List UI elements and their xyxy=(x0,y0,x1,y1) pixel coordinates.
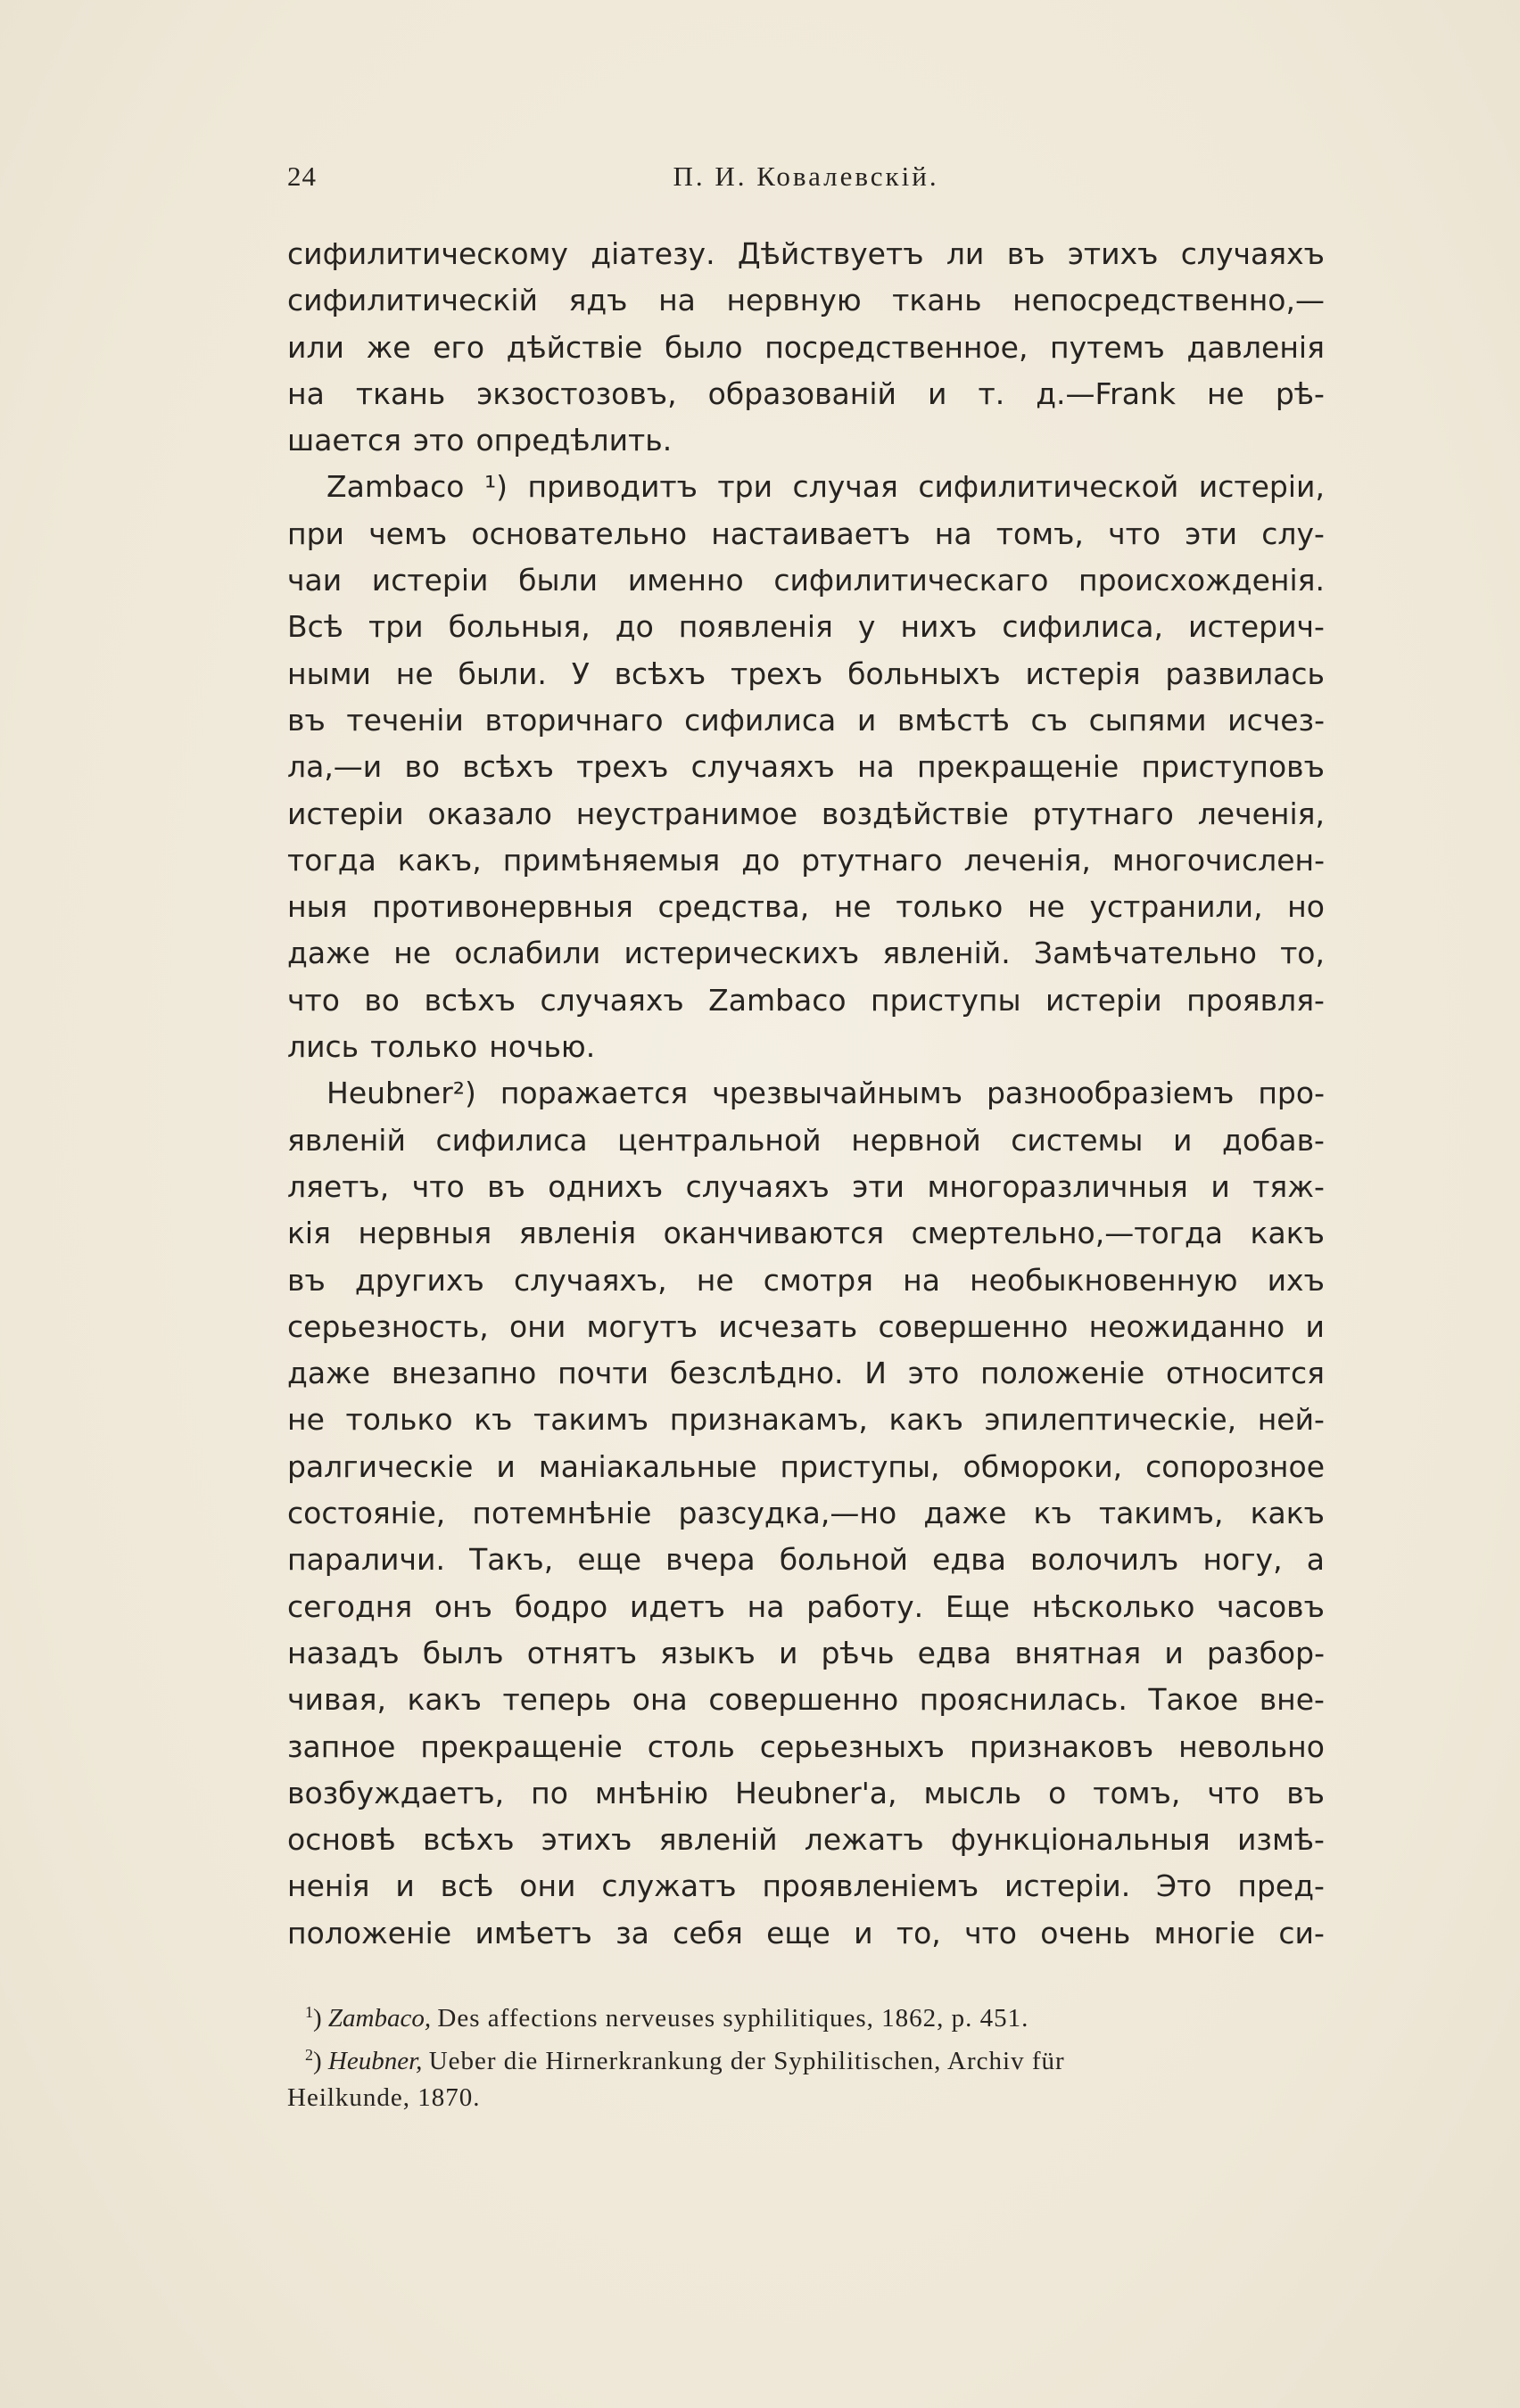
text-line: чаи истеріи были именно сифилитическаго происхожденія. xyxy=(287,563,1325,598)
footnote-text: Des affections nerveuses syphilitiques, 1862, p. 451. xyxy=(437,2004,1029,2033)
text-line: не только къ такимъ признакамъ, какъ эпилептическіе, ней- xyxy=(287,1402,1325,1438)
text-line: запное прекращеніе столь серьезныхъ признаковъ невольно xyxy=(287,1728,1325,1764)
footnote-marker: 2 xyxy=(305,2046,313,2064)
page-header xyxy=(287,161,1325,202)
text-line: серьезность, они могутъ исчезать совершенно неожиданно и xyxy=(287,1308,1325,1344)
text-line: явленій сифилиса центральной нервной системы и добав- xyxy=(287,1122,1325,1158)
text-line: Всѣ три больныя, до появленія у нихъ сифилиса, истерич- xyxy=(287,609,1325,645)
text-line: Heubner²) поражается чрезвычайнымъ разнообразіемъ про- xyxy=(326,1076,1325,1111)
text-line: сифилитическій ядъ на нервную ткань непосредственно,— xyxy=(287,283,1325,318)
text-line: ралгическіе и маніакальные приступы, обмороки, сопорозное xyxy=(287,1448,1325,1484)
footnote-1: $^1$) Zambaco, Des affections nerveuses syphilitiques, 1862, p. 451. xyxy=(305,2003,1029,2033)
text-line: или же его дѣйствіе было посредственное, путемъ давленія xyxy=(287,329,1325,365)
text-line: истеріи оказало неустранимое воздѣйствіе ртутнаго леченія, xyxy=(287,796,1325,831)
text-line: въ теченіи вторичнаго сифилиса и вмѣстѣ съ сыпями исчез- xyxy=(287,702,1325,738)
text-line: состояніе, потемнѣніе разсудка,—но даже къ такимъ, какъ xyxy=(287,1496,1325,1531)
text-line: сегодня онъ бодро идетъ на работу. Еще нѣсколько часовъ xyxy=(287,1588,1325,1624)
text-line: параличи. Такъ, еще вчера больной едва волочилъ ногу, а xyxy=(287,1542,1325,1578)
text-line: Zambaco ¹) приводитъ три случая сифилитической истеріи, xyxy=(326,469,1325,505)
text-line: шается это опредѣлить. xyxy=(287,423,673,458)
text-line: назадъ былъ отнятъ языкъ и рѣчь едва внятная и разбор- xyxy=(287,1635,1325,1670)
text-line: при чемъ основательно настаиваетъ на томъ, что эти слу- xyxy=(287,515,1325,551)
text-line: тогда какъ, примѣняемыя до ртутнаго леченія, многочислен- xyxy=(287,842,1325,878)
text-line: основѣ всѣхъ этихъ явленій лежатъ функціональныя измѣ- xyxy=(287,1822,1325,1858)
text-line: ныя противонервныя средства, не только не устранили, но xyxy=(287,889,1325,925)
text-line: возбуждаетъ, по мнѣнію Heubner'а, мысль о томъ, что въ xyxy=(287,1775,1325,1810)
text-line: положеніе имѣетъ за себя еще и то, что очень многіе си- xyxy=(287,1915,1325,1950)
body-text xyxy=(287,231,1325,1957)
text-line: кія нервныя явленія оканчиваются смертельно,—тогда какъ xyxy=(287,1216,1325,1251)
text-line: что во всѣхъ случаяхъ Zambaco приступы истеріи проявля- xyxy=(287,982,1325,1018)
footnote-2: $^2$) Heubner, Ueber die Hirnerkrankung der Syphilitischen, Archiv für xyxy=(305,2046,1065,2075)
text-line: даже не ослабили истерическихъ явленій. Замѣчательно то, xyxy=(287,936,1325,971)
footnote-marker: 1 xyxy=(305,2003,313,2021)
text-line: ла,—и во всѣхъ трехъ случаяхъ на прекращеніе приступовъ xyxy=(287,749,1325,785)
running-head: П. И. Ковалевскій. xyxy=(673,161,939,192)
page-number: 24 xyxy=(287,161,317,192)
text-line: на ткань экзостозовъ, образованій и т. д.—Frank не рѣ- xyxy=(287,375,1325,411)
footnotes xyxy=(287,1991,1325,2119)
text-line: ненія и всѣ они служатъ проявленіемъ истеріи. Это пред- xyxy=(287,1868,1325,1904)
text-line: ляетъ, что въ однихъ случаяхъ эти многоразличныя и тяж- xyxy=(287,1168,1325,1204)
text-line: сифилитическому діатезу. Дѣйствуетъ ли въ этихъ случаяхъ xyxy=(287,236,1325,271)
footnote-author: Heubner, xyxy=(327,2047,423,2075)
text-line: ными не были. У всѣхъ трехъ больныхъ истерія развилась xyxy=(287,656,1325,691)
footnote-text: Heilkunde, 1870. xyxy=(287,2083,481,2112)
footnote-2-continuation xyxy=(287,2076,1325,2119)
text-line: чивая, какъ теперь она совершенно прояснилась. Такое вне- xyxy=(287,1682,1325,1718)
text-line: лись только ночью. xyxy=(287,1029,596,1065)
text-line: даже внезапно почти безслѣдно. И это положеніе относится xyxy=(287,1356,1325,1391)
text-line: въ другихъ случаяхъ, не смотря на необыкновенную ихъ xyxy=(287,1262,1325,1298)
footnote-author: Zambaco, xyxy=(327,2004,432,2033)
footnote-text: Ueber die Hirnerkrankung der Syphilitischen, Archiv für xyxy=(428,2047,1065,2075)
